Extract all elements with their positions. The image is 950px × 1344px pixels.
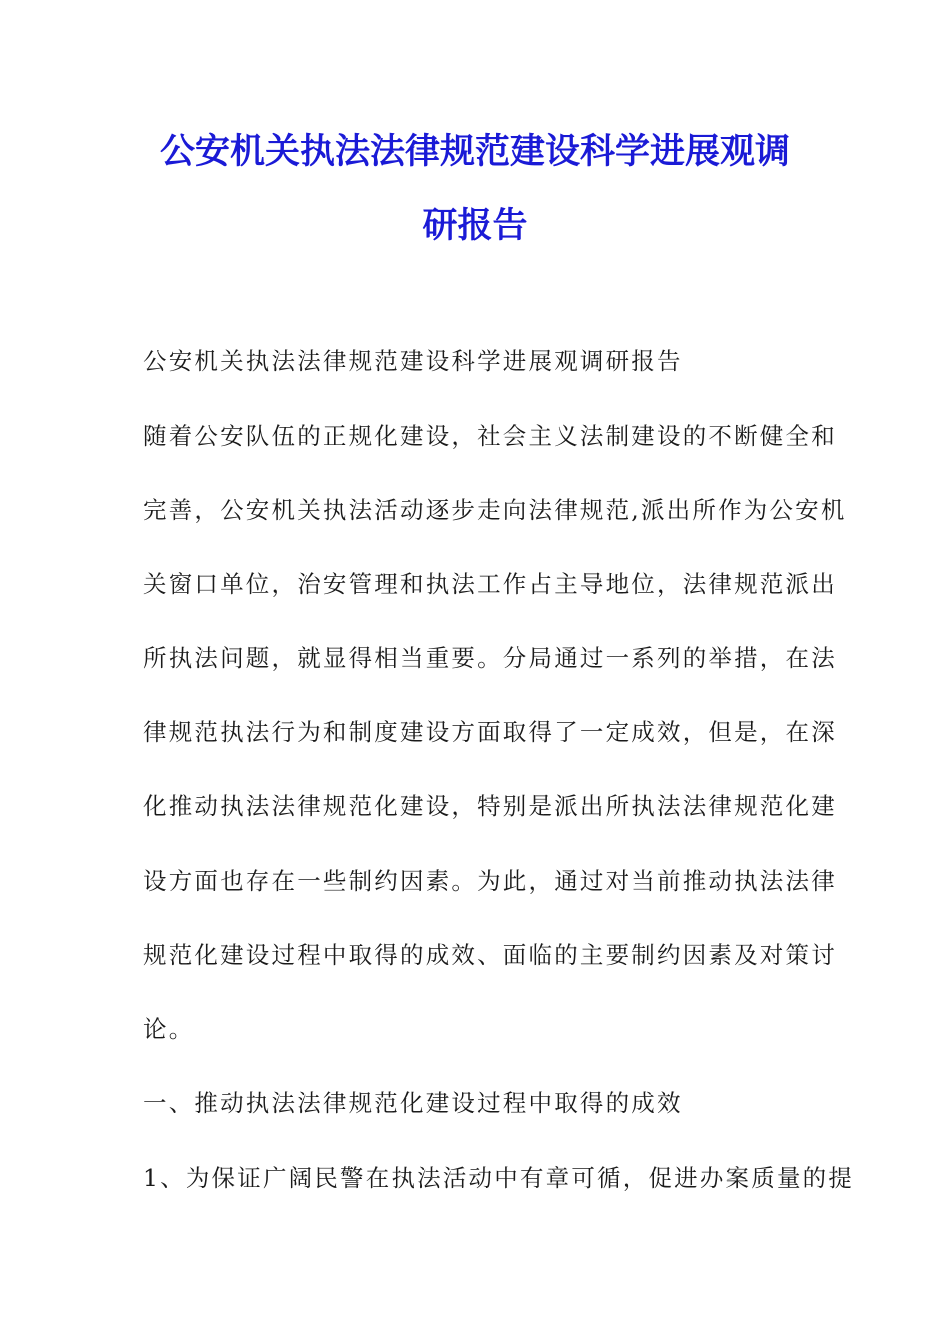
paragraph-line: 论。 — [143, 1015, 195, 1043]
subtitle-line: 公安机关执法法律规范建设科学进展观调研报告 — [143, 347, 683, 375]
document-title-line-2: 研报告 — [422, 206, 528, 246]
paragraph-line: 规范化建设过程中取得的成效、面临的主要制约因素及对策讨 — [143, 941, 837, 969]
document-title-line-1: 公安机关执法法律规范建设科学进展观调 — [159, 132, 790, 172]
paragraph-line: 律规范执法行为和制度建设方面取得了一定成效，但是，在深 — [143, 718, 837, 746]
paragraph-line: 化推动执法法律规范化建设，特别是派出所执法法律规范化建 — [143, 792, 837, 820]
paragraph-line: 关窗口单位，治安管理和执法工作占主导地位，法律规范派出 — [143, 570, 837, 598]
paragraph-line: 随着公安队伍的正规化建设，社会主义法制建设的不断健全和 — [143, 422, 837, 450]
paragraph-line: 1、为保证广阔民警在执法活动中有章可循，促进办案质量的提 — [143, 1164, 855, 1192]
section-heading: 一、推动执法法律规范化建设过程中取得的成效 — [143, 1089, 683, 1117]
paragraph-line: 所执法问题，就显得相当重要。分局通过一系列的举措，在法 — [143, 644, 837, 672]
paragraph-line: 完善，公安机关执法活动逐步走向法律规范,派出所作为公安机 — [143, 496, 847, 524]
paragraph-line: 设方面也存在一些制约因素。为此，通过对当前推动执法法律 — [143, 867, 837, 895]
